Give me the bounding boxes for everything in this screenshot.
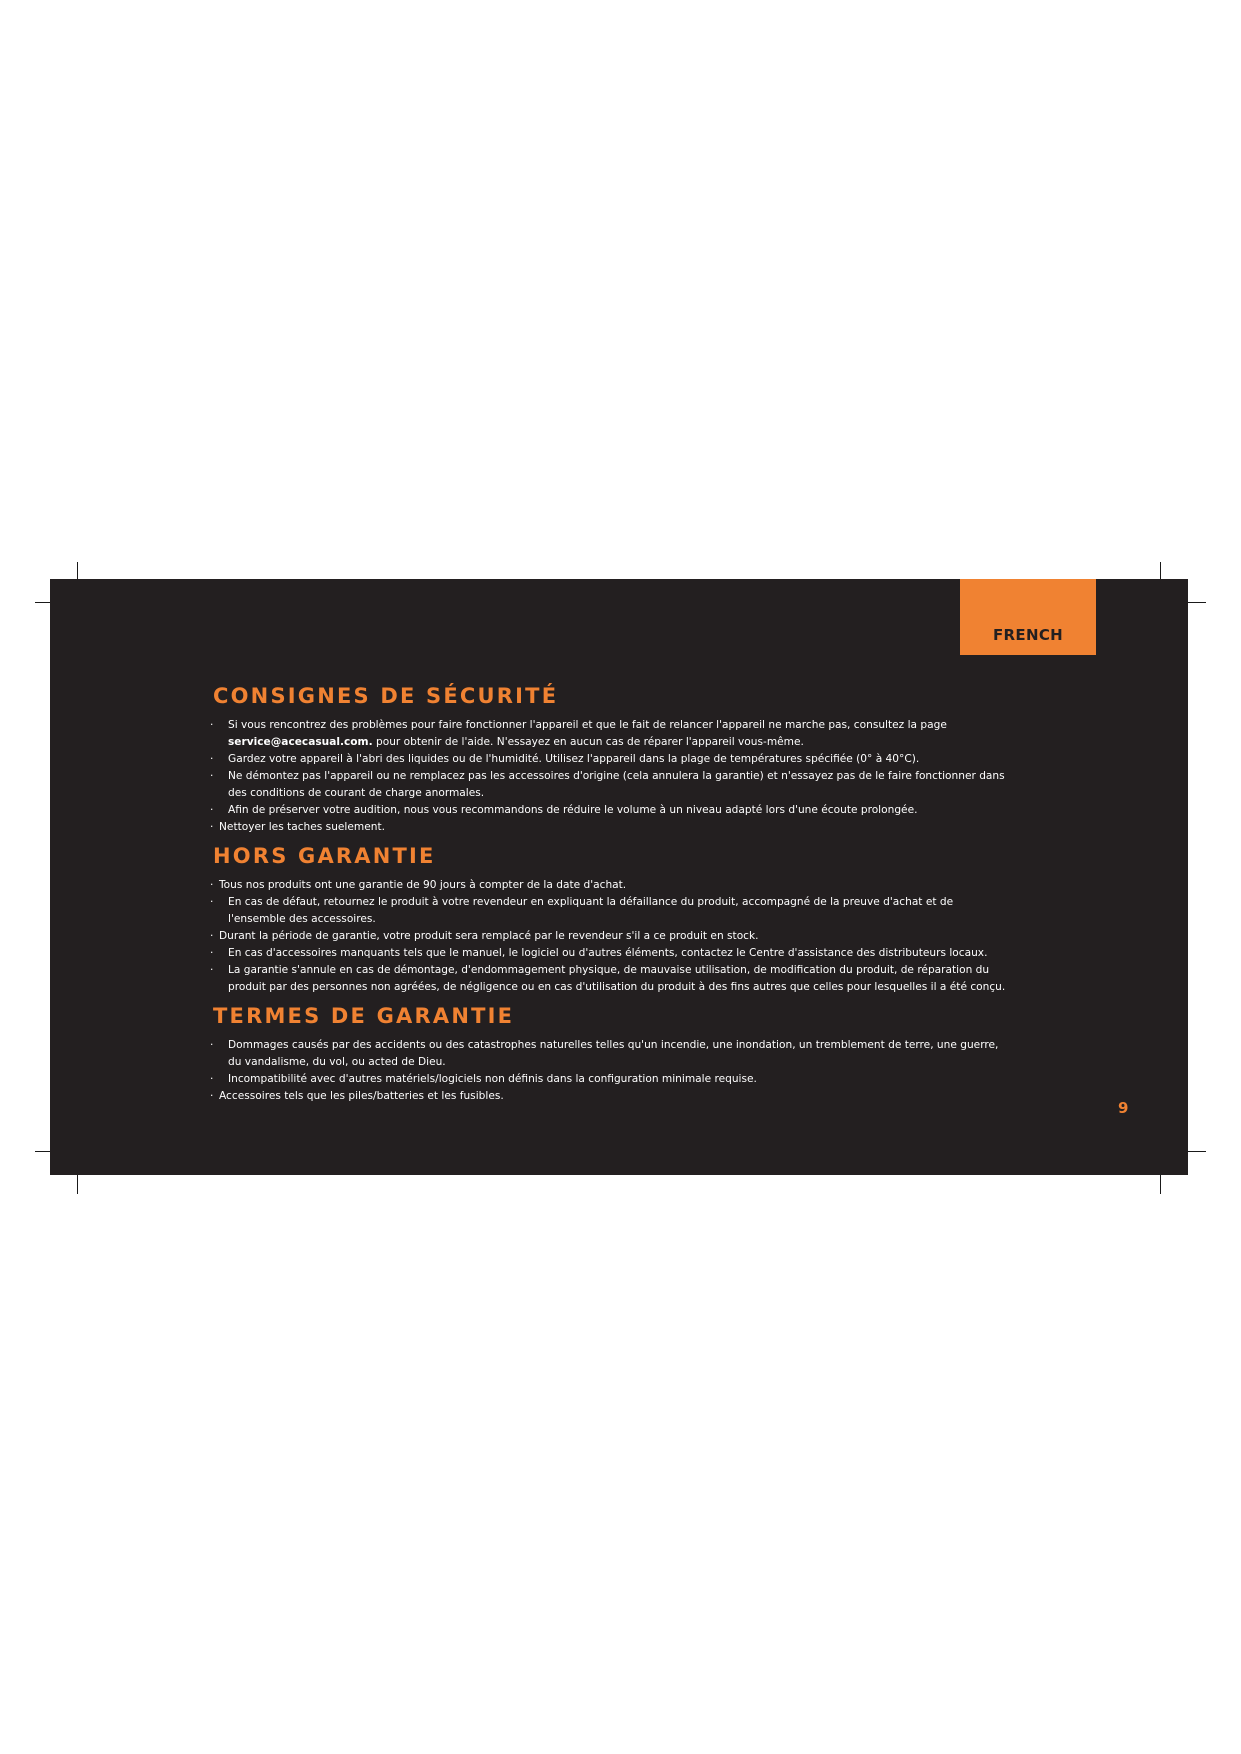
list-item — [210, 894, 1090, 928]
manual-page-panel — [50, 579, 1188, 1175]
warranty-terms-section — [210, 1002, 1090, 1105]
item-text: Durant la période de garantie, votre produit sera remplacé par le revendeur s'il a ce produit en stock. — [219, 930, 759, 942]
bullet: · — [210, 947, 214, 959]
item-text-continuation: des conditions de courant de charge anormales. — [228, 787, 485, 799]
bullet: · — [210, 753, 214, 765]
list-item — [210, 1071, 1090, 1088]
warranty-terms-list — [210, 1037, 1090, 1105]
language-tab-label: FRENCH — [993, 626, 1063, 644]
bullet: · — [210, 821, 214, 833]
item-text-continuation: produit par des personnes non agréées, de négligence ou en cas d'utilisation du produit à des fins autres que celles pour lesquelles il a été conçu. — [228, 981, 1006, 993]
list-item — [210, 1088, 1090, 1105]
page-number: 9 — [1118, 1099, 1129, 1117]
list-item — [210, 877, 1090, 894]
item-text: Dommages causés par des accidents ou des catastrophes naturelles telles qu'un incendie, une inondation, un tremblement de terre, une guerre, — [228, 1039, 999, 1051]
item-text: pour obtenir de l'aide. N'essayez en aucun cas de réparer l'appareil vous-même. — [372, 736, 804, 748]
item-text: Accessoires tels que les piles/batteries et les fusibles. — [219, 1090, 504, 1102]
out-of-warranty-list — [210, 877, 1090, 996]
item-text: Afin de préserver votre audition, nous vous recommandons de réduire le volume à un niveau adapté lors d'une écoute prolongée. — [228, 804, 918, 816]
list-item — [210, 819, 1090, 836]
item-text: En cas d'accessoires manquants tels que le manuel, le logiciel ou d'autres éléments, contactez le Centre d'assistance des distributeurs locaux. — [228, 947, 988, 959]
list-item — [210, 802, 1090, 819]
bullet: · — [210, 1039, 214, 1051]
safety-heading: CONSIGNES DE SÉCURITÉ — [213, 684, 559, 708]
bullet: · — [210, 964, 214, 976]
item-text: Gardez votre appareil à l'abri des liquides ou de l'humidité. Utilisez l'appareil dans la plage de températures spécifiée (0° à 40°C). — [228, 753, 920, 765]
bullet: · — [210, 879, 214, 891]
bullet: · — [210, 930, 214, 942]
item-text-continuation: l'ensemble des accessoires. — [228, 913, 376, 925]
item-text-continuation: du vandalisme, du vol, ou acted de Dieu. — [228, 1056, 446, 1068]
bullet: · — [210, 1073, 214, 1085]
out-of-warranty-heading: HORS GARANTIE — [213, 844, 436, 868]
bullet: · — [210, 896, 214, 908]
item-text-continuation — [228, 734, 1090, 751]
bullet: · — [210, 719, 214, 731]
list-item — [210, 751, 1090, 768]
item-text: Incompatibilité avec d'autres matériels/logiciels non définis dans la configuration minimale requise. — [228, 1073, 757, 1085]
out-of-warranty-section — [210, 842, 1090, 996]
item-text: La garantie s'annule en cas de démontage, d'endommagement physique, de mauvaise utilisation, de modification du produit, de réparation du — [228, 964, 990, 976]
item-text: En cas de défaut, retournez le produit à votre revendeur en expliquant la défaillance du produit, accompagné de la preuve d'achat et de — [228, 896, 954, 908]
item-text: Nettoyer les taches suelement. — [219, 821, 385, 833]
item-text: Ne démontez pas l'appareil ou ne remplacez pas les accessoires d'origine (cela annulera la garantie) et n'essayez pas de le faire fonctionner dans — [228, 770, 1005, 782]
warranty-terms-heading: TERMES DE GARANTIE — [213, 1004, 515, 1028]
list-item — [210, 962, 1090, 996]
list-item — [210, 1037, 1090, 1071]
bullet: · — [210, 804, 214, 816]
support-email-link[interactable]: service@acecasual.com. — [228, 736, 373, 748]
language-tab — [960, 579, 1096, 655]
list-item — [210, 945, 1090, 962]
safety-list — [210, 717, 1090, 836]
item-text: Si vous rencontrez des problèmes pour faire fonctionner l'appareil et que le fait de relancer l'appareil ne marche pas, consultez la page — [228, 719, 947, 731]
page-content — [210, 682, 1090, 1111]
list-item — [210, 768, 1090, 802]
safety-section — [210, 682, 1090, 836]
bullet: · — [210, 1090, 214, 1102]
item-text: Tous nos produits ont une garantie de 90 jours à compter de la date d'achat. — [219, 879, 627, 891]
list-item — [210, 928, 1090, 945]
bullet: · — [210, 770, 214, 782]
list-item — [210, 717, 1090, 751]
